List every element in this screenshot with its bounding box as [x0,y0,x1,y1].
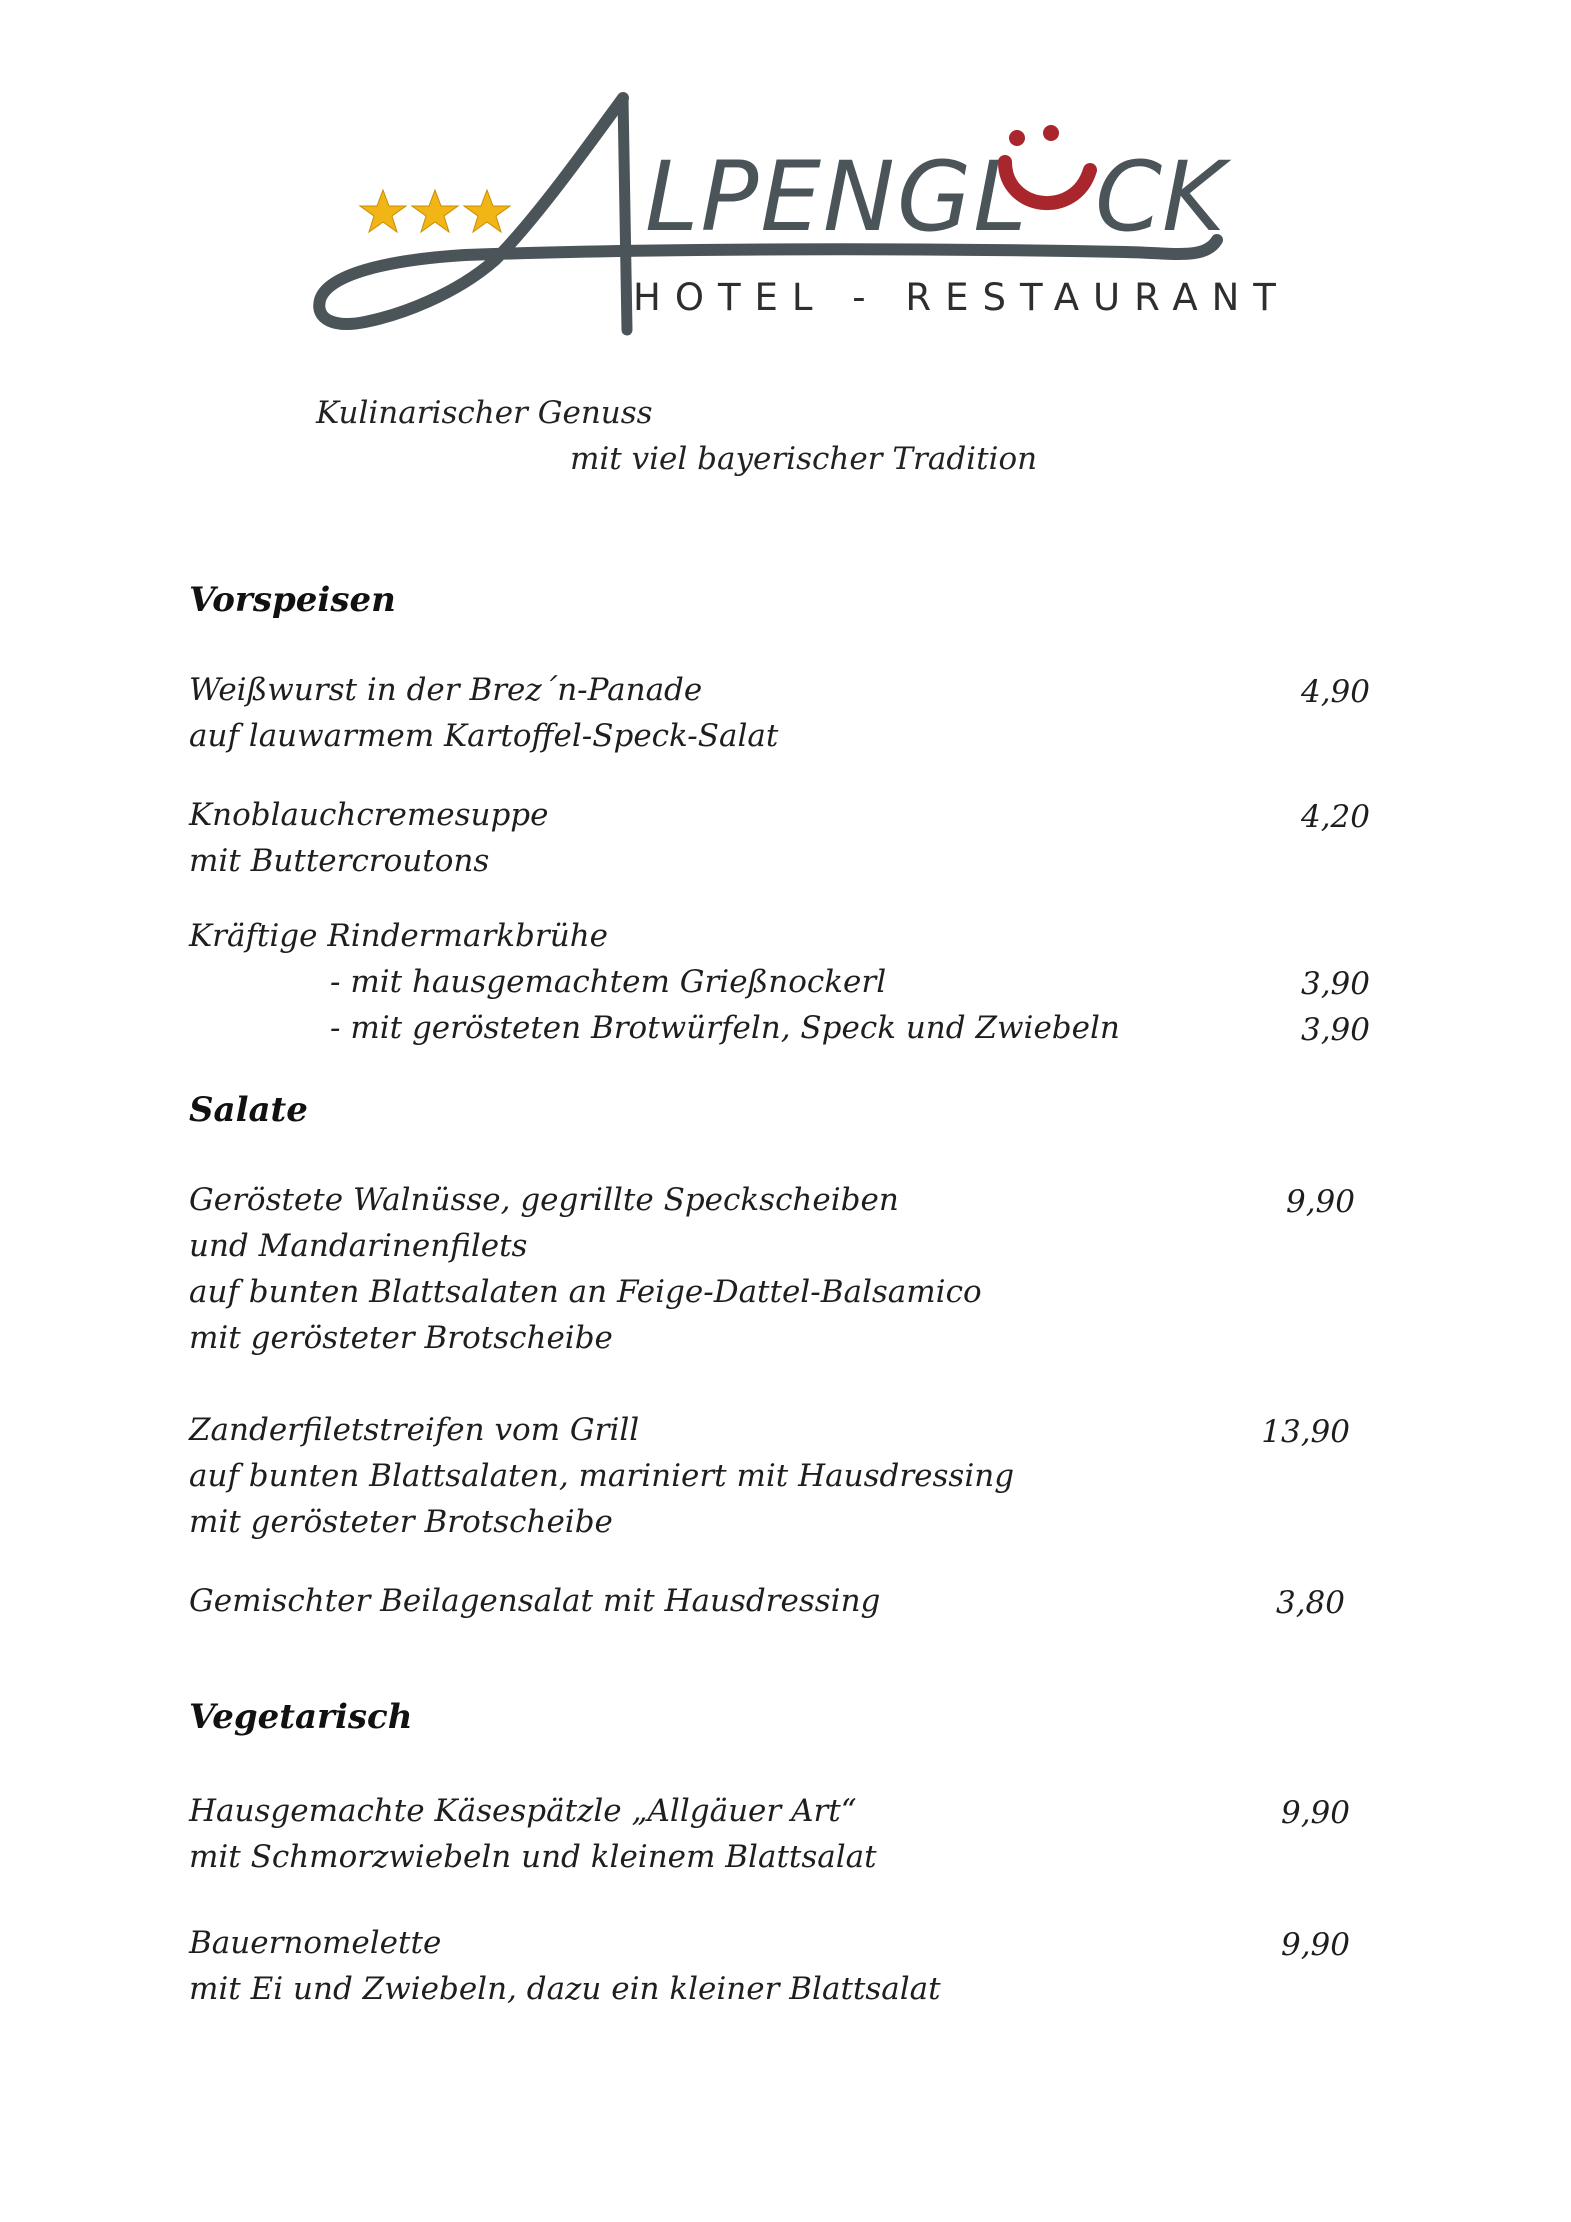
item-name: Bauernomelette [189,1925,442,1961]
star-icon [412,190,458,232]
item-name: Geröstete Walnüsse, gegrillte Speckscheiben [189,1182,899,1218]
item-price: 13,90 [1261,1414,1350,1450]
logo-subtitle: HOTEL - RESTAURANT [633,276,1290,319]
item-description: mit gerösteter Brotscheibe [189,1320,613,1356]
item-name: Knoblauchcremesuppe [189,797,549,833]
star-icon [360,190,406,232]
item-price: 4,20 [1300,799,1370,835]
tagline-line-2: mit viel bayerischer Tradition [570,441,1038,477]
item-price: 9,90 [1280,1795,1350,1831]
item-description: auf bunten Blattsalaten, mariniert mit Hausdressing [189,1458,1015,1494]
section-title-vorspeisen: Vorspeisen [189,580,396,620]
item-name: Weißwurst in der Brez´n-Panade [189,672,703,708]
item-description: auf bunten Blattsalaten an Feige-Dattel-Balsamico [189,1274,982,1310]
item-price: 3,80 [1275,1585,1345,1621]
subitem-price: 3,90 [1300,966,1370,1002]
item-description: mit Schmorzwiebeln und kleinem Blattsalat [189,1839,877,1875]
subitem-name: - mit gerösteten Brotwürfeln, Speck und Zwiebeln [330,1010,1120,1046]
item-description: mit Ei und Zwiebeln, dazu ein kleiner Blattsalat [189,1971,941,2007]
subitem-name: - mit hausgemachtem Grießnockerl [330,964,887,1000]
item-price: 9,90 [1280,1927,1350,1963]
item-price: 4,90 [1300,674,1370,710]
item-description: auf lauwarmem Kartoffel-Speck-Salat [189,718,779,754]
item-description: mit gerösteter Brotscheibe [189,1504,613,1540]
item-name: Gemischter Beilagensalat mit Hausdressing [189,1583,881,1619]
svg-text:CK: CK [1095,141,1225,253]
item-name: Hausgemachte Käsespätzle „Allgäuer Art“ [189,1793,857,1829]
section-title-salate: Salate [189,1090,308,1130]
subitem-price: 3,90 [1300,1012,1370,1048]
logo-letters: LPENGL [645,141,1029,253]
item-description: mit Buttercroutons [189,843,490,879]
star-icon [464,190,510,232]
tagline-line-1: Kulinarischer Genuss [316,395,653,431]
item-price: 9,90 [1285,1184,1355,1220]
item-description: und Mandarinenfilets [189,1228,528,1264]
item-name: Zanderfiletstreifen vom Grill [189,1412,640,1448]
section-title-vegetarisch: Vegetarisch [189,1697,413,1737]
alpenglueck-logo-mark [305,90,1295,390]
item-name: Kräftige Rindermarkbrühe [189,918,608,954]
